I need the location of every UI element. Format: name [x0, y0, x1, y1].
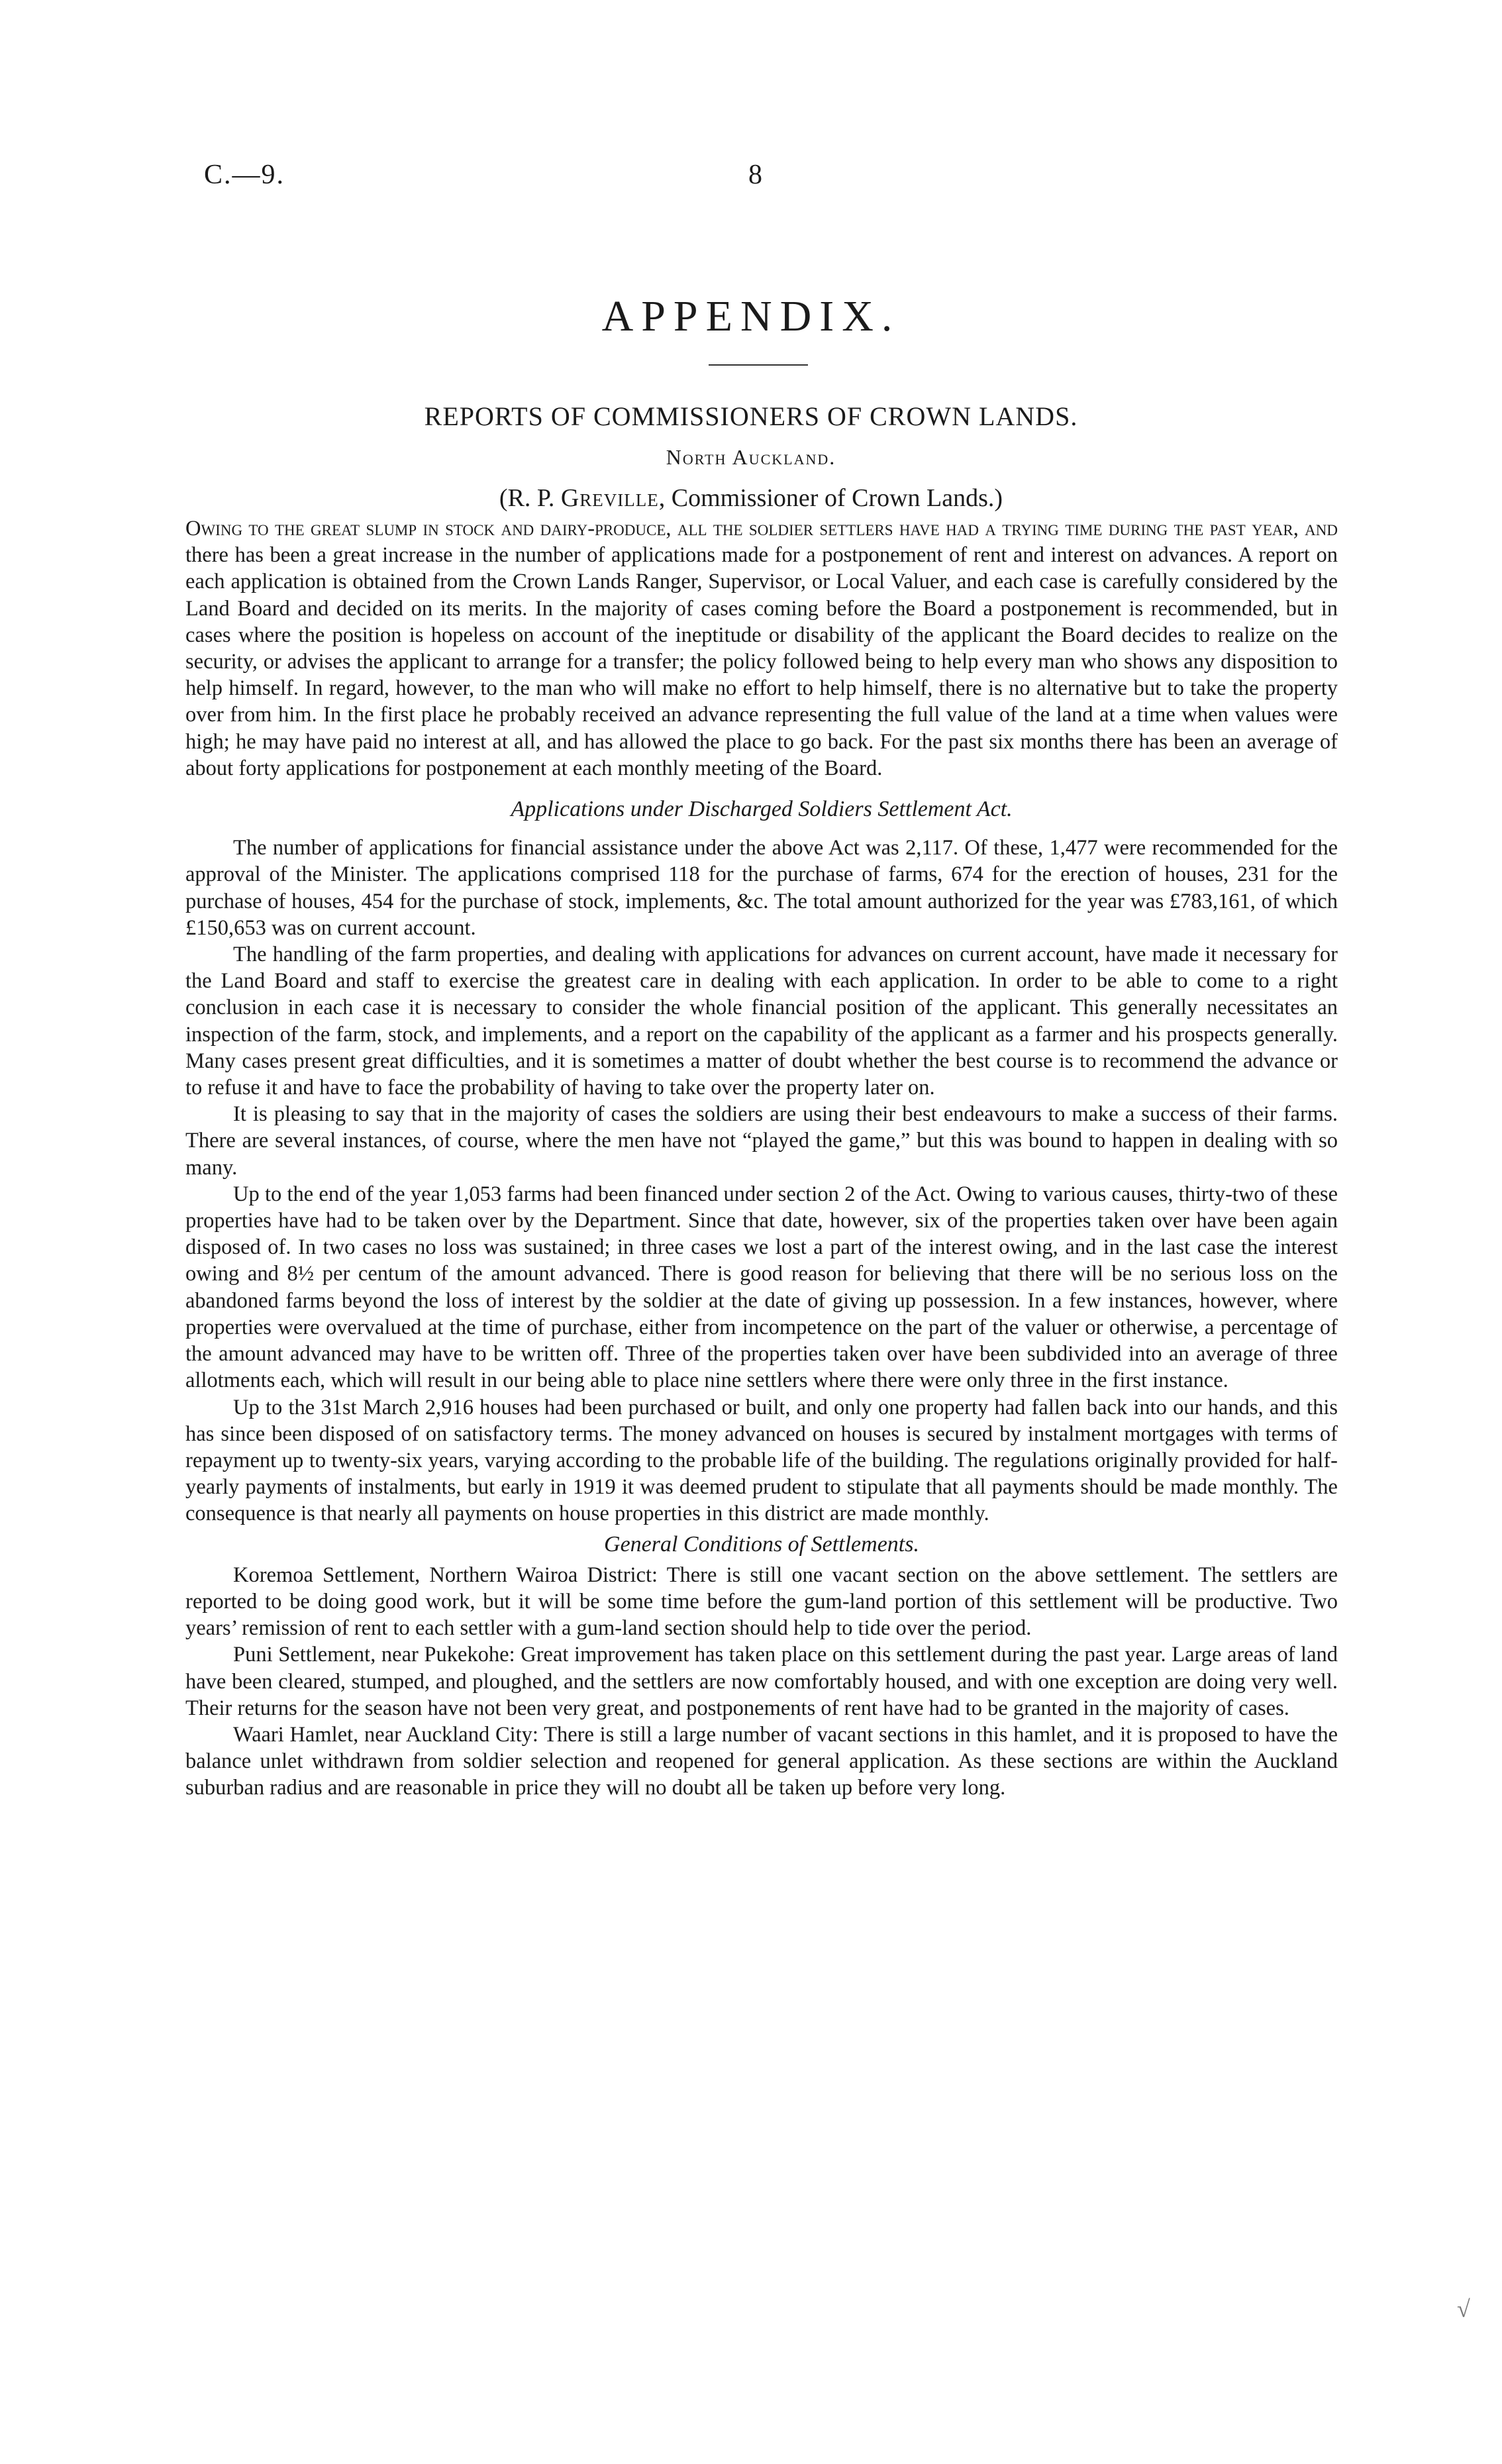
commissioner-surname: Greville [560, 484, 659, 512]
page-number: 8 [748, 160, 764, 190]
document-reference: C.—9. [204, 160, 285, 190]
commissioner-line [0, 484, 1502, 513]
paragraph-intro: Owing to the great slump in stock and dairy-produce, all the soldier settlers have had a trying time during the past year, and there has been a great increase in the number of applications made for a postponement of rent and interest on advances. A report on each application is obtained from the Crown Lands Ranger, Supervisor, or Local Valuer, and each case is carefully considered by the Land Board and decided on its merits. In the majority of cases coming before the Board a postponement is recommended, but in cases where the position is hopeless on account of the ineptitude or disability of the applicant the Board decides to realize on the security, or advises the applicant to arrange for a transfer; the policy followed being to help every man who shows any disposition to help himself. In regard, however, to the man who will make no effort to help himself, there is no alternative but to take the property over from him. In the first place he probably received an advance representing the full value of the land at a time when values were high; he may have paid no interest at all, and has allowed the place to go back. For the past six months there has been an average of about forty applications for postponement at each monthly meeting of the Board. [185, 517, 1338, 780]
page-title: APPENDIX. [601, 292, 901, 340]
paragraph-houses: Up to the 31st March 2,916 houses had been purchased or built, and only one property had fallen back into our hands, and this has since been disposed of on satisfactory terms. The money advanced on houses is secured by instalment mortgages with terms of repayment up to twenty-six years, varying according to the probable life of the building. The regulations originally provided for half-yearly payments of instalments, but early in 1919 it was deemed prudent to stipulate that all payments should be made monthly. The consequence is that nearly all payments on house properties in this district are made monthly. [185, 1395, 1338, 1526]
section-title: REPORTS OF COMMISSIONERS OF CROWN LANDS. [424, 401, 1078, 431]
heading-applications: Applications under Discharged Soldiers Settlement Act. [511, 797, 1013, 822]
margin-tick-mark: √ [1457, 2296, 1470, 2322]
paragraph-soldiers-success: It is pleasing to say that in the majority of cases the soldiers are using their best endeavours to make a success of their farms. There are several instances, of course, where the men have not “played the game,” but this was bound to happen in dealing with so many. [185, 1102, 1338, 1180]
heading-general-conditions: General Conditions of Settlements. [604, 1531, 919, 1557]
report-body [185, 515, 1338, 1802]
paragraph-waari: Waari Hamlet, near Auckland City: There is still a large number of vacant sections in this hamlet, and it is proposed to have the balance unlet withdrawn from soldier selection and reopened for general application. As these sections are within the Auckland suburban radius and are reasonable in price they will no doubt all be taken up before very long. [185, 1722, 1338, 1800]
paragraph-farms-financed: Up to the end of the year 1,053 farms had been financed under section 2 of the Act. Owing to various causes, thirty-two of these properties have had to be taken over by the Department. Since that date, however, six of the properties taken over have been again disposed of. In two cases no loss was sustained; in three cases we lost a part of the interest owing, and in the last case the interest owing and 8½ per centum of the amount advanced. There is good reason for believing that there will be no serious loss on the abandoned farms beyond the loss of interest by the soldier at the date of giving up possession. In a few instances, however, where properties were overvalued at the time of purchase, either from incompetence on the part of the valuer or otherwise, a percentage of the amount advanced may have to be written off. Three of the properties taken over have been subdivided into an average of three allotments each, which will result in our being able to place nine settlers where there were only three in the first instance. [185, 1182, 1338, 1393]
commissioner-rest: , Commissioner of Crown Lands.) [658, 484, 1003, 512]
title-rule [709, 364, 808, 366]
commissioner-open: (R. P. [499, 484, 561, 512]
paragraph-applications: The number of applications for financial assistance under the above Act was 2,117. Of these, 1,477 were recommended for the approval of the Minister. The applications comprised 118 for the purchase of farms, 674 for the erection of houses, 231 for the purchase of houses, 454 for the purchase of stock, implements, &c. The total amount authorized for the year was £783,161, of which £150,653 was on current account. [185, 836, 1338, 940]
paragraph-puni: Puni Settlement, near Pukekohe: Great improvement has taken place on this settlement during the past year. Large areas of land have been cleared, stumped, and ploughed, and the settlers are now comfortably housed, and with one exception are doing very well. Their returns for the season have not been very great, and postponements of rent have had to be granted in the majority of cases. [185, 1643, 1338, 1720]
paragraph-koremoa: Koremoa Settlement, Northern Wairoa District: There is still one vacant section on the above settlement. The settlers are reported to be doing good work, but it will be some time before the gum-land portion of this settlement will be productive. Two years’ remission of rent to each settler with a gum-land section should help to tide over the period. [185, 1563, 1338, 1641]
paragraph-farm-handling: The handling of the farm properties, and dealing with applications for advances on current account, have made it necessary for the Land Board and staff to exercise the greatest care in dealing with each application. In order to be able to come to a right conclusion in each case it is necessary to consider the whole financial position of the applicant. This generally necessitates an inspection of the farm, stock, and implements, and a report on the capability of the applicant as a farmer and his prospects generally. Many cases present great difficulties, and it is sometimes a matter of doubt whether the best course is to recommend the advance or to refuse it and have to face the probability of having to take over the property later on. [185, 943, 1338, 1100]
district-name: North Auckland. [666, 445, 836, 469]
